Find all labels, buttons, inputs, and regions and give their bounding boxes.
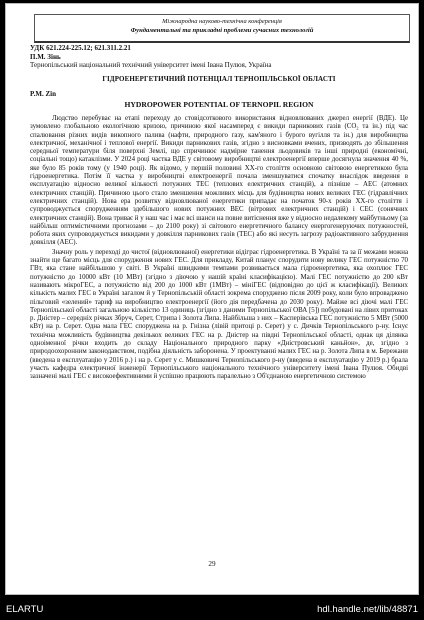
title-ua: ГІДРОЕНЕРГЕТИЧНИЙ ПОТЕНЦІАЛ ТЕРНОПІЛЬСЬКОЇ ОБЛАСТІ [102,74,336,83]
title-en: HYDROPOWER POTENTIAL OF TERNOPIL REGION [124,99,314,109]
page-number: 29 [208,560,216,568]
conference-name: Міжнародна науково-технічна конференція [162,18,282,25]
author-ua: П.М. Зінь [30,52,61,61]
affiliation: Тернопільський національний технічний університет імені Івана Пулюя, Україна [30,61,272,70]
author-en: P.M. Zin [30,90,56,99]
udk-code: УДК 621.224-225.12; 621.311.2.21 [30,44,131,52]
document-page [5,3,419,595]
repository-name: ELARTU [6,604,44,615]
journal-name: Фундаментальні та прикладні проблеми сучасних технологій [130,27,314,34]
paragraph-2: Значну роль у переході до чистої (відновлюваної) енергетики відіграє гідроенергетика. В Україні та за її межами можна знайти ще багато місць для спорудження нових ГЕС. Для прикладу, Китай планує спорудити нову велику ГЕС потужністю 70 ГВт, яка стане найбільшою у світі. В Україні швидкими темпами розвивається мала гідроенергетика, яка охоплює ГЕС потужністю до 10000 кВт (10 МВт) (згідно з діючою у нашій країні класифікацією). Малі ГЕС потужністю до 200 кВт називають мікроГЕС, а потужністю від 200 до 1000 кВт (1МВт) – мініГЕС (відповідно до цієї ж класифікації). Великих кількість малих ГЕС в Україні загалом й у Тернопільській області зокрема споруджено після 2009 року, коли було впроваджено пільговий «зелений» тариф на виробництво електроенергії (його дія передбачена до 2030 року). Майже всі діючі малі ГЕС Тернопільської області загальною кількістю 13 одиниць (згідно з даними Тернопільської ОВА [5]) побудовані на лівих притоках р. Дністер – середніх річках Збруч, Серет, Стрипа і Золота Липа. Найбільша з них – Касперівська ГЕС потужністю 5 МВт (5000 кВт) на р. Серет. Одна мала ГЕС споруджена на р. Гнізна (лівій притоці р. Серет) у с. Дичків Тернопільського р-ну. Існує технічна можливість будівництва декількох великих ГЕС на р. Дністер на півдні Тернопільської області, однак ця ділянка одноіменної річки входить до складу Національного природного парку «Дністровський каньйон», де, згідно з природоохоронним законодавством, подібна діяльність заборонена. У проектуванні малих ГЕС на р. Золота Липа в м. Бережани (введена в експлуатацію у 2016 р.) і на р. Серет у с. Мишковичі Тернопільського р-ну (введена в експлуатацію у 2019 р.) брала участь кафедра електричної інженерії Тернопільського національного технічного університету імені Івана Пулюя. Обидві зазначені малі ГЕС є високоефективними й успішно працюють паралельно з Об'єднаною енергетичною системою [30,248,408,381]
running-header [34,14,410,43]
paragraph-1: Людство перебуває на етапі переходу до стовідсоткового використання відновлюваних джерел енергії (ВДЕ). Це зумовлено глобальною екологічною кризою, причиною якої насамперед є викиди парникових газів (CO₂ та ін.) під час спалювання різних видів викопного палива (нафти, природного газу, кам'яного і бурого вугілля та ін.) для виробництва електричної, механічної і теплової енергії. Викиди парникових газів, згідно з висновками вчених, призводять до збільшення середньої температури біля поверхні Землі, що спричинює надмірне танення льодовиків та інші природні (економічні, соціальні тощо) катаклізми. У 2024 році частка ВДЕ у світовому виробництві електроенергії вперше досягнула значення 40 %, яке було 85 років тому (у 1940 році). Як відомо, у першій половині ХХ-го століття основною світовою енергетикою була гідроенергетика. Потім її частка у виробництві електроенергії почала зменшуватися спочатку внаслідок введення в експлуатацію відносно великої кількості потужних ТЕС (теплових електричних станцій), а пізніше – АЕС (атомних електричних станцій). Причиною цього стало зменшення можливих місць для будівництва нових великих ГЕС (гідравлічних електричних станцій). Нова ера розвитку відновлюваної енергетики припадає на початок 90-х років ХХ-го століття і супроводжується спорудженням здебільшого нових потужних ВЕС (вітрових електричних станцій) і СЕС (сонячних електричних станцій). Вона триває й у наш час і має всі шанси на повне витіснення вже у відносно недалекому майбутньому (за найбільш оптимістичними прогнозами – до 2100 року) зі світового енергетичного балансу енергогенеруючих потужностей, робота яких супроводжується викидами у довкілля парникових газів (ТЕС) або які несуть загрозу радіоактивного забруднення довкілля (АЕС). [30,114,408,247]
handle-link[interactable]: hdl.handle.net/lib/48871 [317,604,418,615]
article-body [30,44,408,382]
viewer-footer [0,600,424,620]
